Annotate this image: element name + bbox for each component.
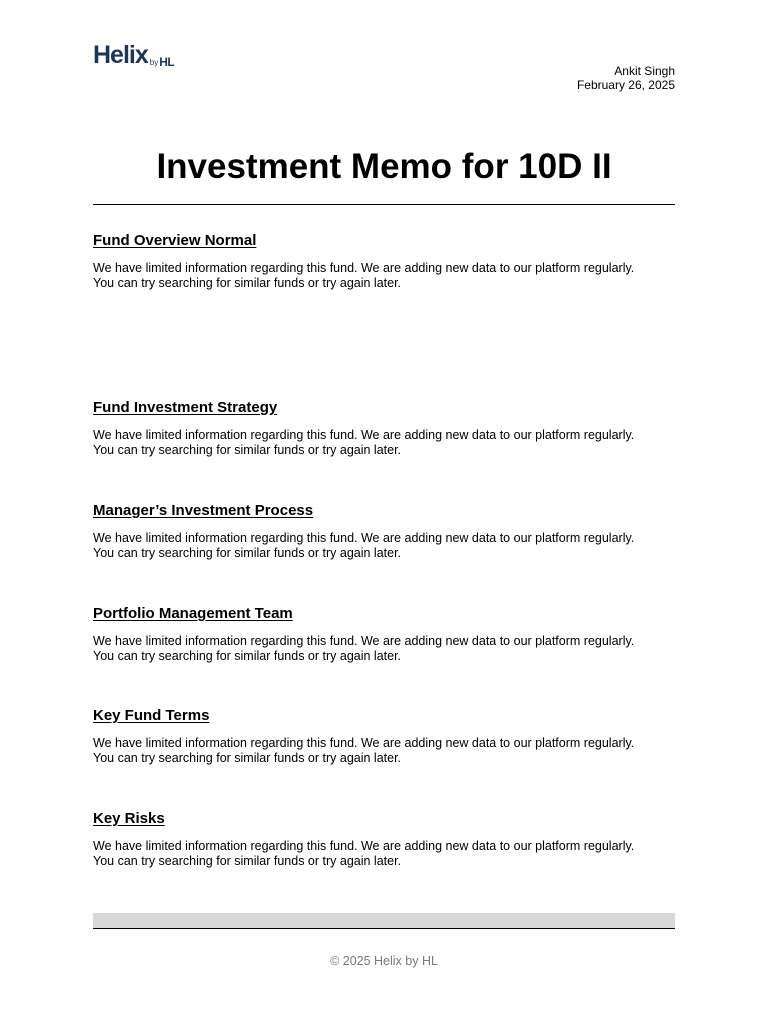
section-body <box>93 634 675 663</box>
page-title: Investment Memo for 10D II <box>156 147 612 186</box>
helix-logo <box>93 40 174 68</box>
section-body-line: We have limited information regarding this fund. We are adding new data to our platform regularly. <box>93 531 635 545</box>
section-body-line: We have limited information regarding this fund. We are adding new data to our platform regularly. <box>93 428 635 442</box>
author-block <box>577 64 675 92</box>
section-body <box>93 531 675 560</box>
section-body-line: You can try searching for similar funds or try again later. <box>93 853 402 868</box>
section-body-line: You can try searching for similar funds or try again later. <box>93 442 402 457</box>
section-heading: Portfolio Management Team <box>93 605 293 622</box>
section-body-line: We have limited information regarding this fund. We are adding new data to our platform regularly. <box>93 839 635 853</box>
section-key-risks <box>93 810 675 868</box>
section-fund-overview <box>93 232 675 290</box>
section-portfolio-team <box>93 605 675 663</box>
logo-hl-text: HL <box>159 55 175 69</box>
section-heading: Fund Overview Normal <box>93 232 257 249</box>
section-heading: Key Risks <box>93 810 165 827</box>
section-body <box>93 736 675 765</box>
section-body-line: You can try searching for similar funds or try again later. <box>93 750 402 765</box>
logo-by-text: by <box>149 58 159 67</box>
section-key-fund-terms <box>93 707 675 765</box>
section-body <box>93 428 675 457</box>
title-divider <box>93 204 675 205</box>
footer-divider <box>93 928 675 929</box>
section-body-line: You can try searching for similar funds or try again later. <box>93 545 402 560</box>
section-heading: Manager’s Investment Process <box>93 502 314 519</box>
footer-band <box>93 913 675 928</box>
section-body-line: We have limited information regarding this fund. We are adding new data to our platform regularly. <box>93 634 635 648</box>
section-body-line: You can try searching for similar funds or try again later. <box>93 648 402 663</box>
section-heading: Fund Investment Strategy <box>93 399 278 416</box>
section-investment-strategy <box>93 399 675 457</box>
copyright-text: © 2025 Helix by HL <box>330 954 438 968</box>
section-body <box>93 261 675 290</box>
section-heading: Key Fund Terms <box>93 707 210 724</box>
section-body-line: We have limited information regarding this fund. We are adding new data to our platform regularly. <box>93 736 635 750</box>
section-investment-process <box>93 502 675 560</box>
logo-wordmark: Helix <box>93 41 148 69</box>
section-body-line: We have limited information regarding this fund. We are adding new data to our platform regularly. <box>93 261 635 275</box>
section-body <box>93 839 675 868</box>
memo-date: February 26, 2025 <box>576 78 675 92</box>
section-body-line: You can try searching for similar funds or try again later. <box>93 275 402 290</box>
author-name: Ankit Singh <box>614 64 675 78</box>
